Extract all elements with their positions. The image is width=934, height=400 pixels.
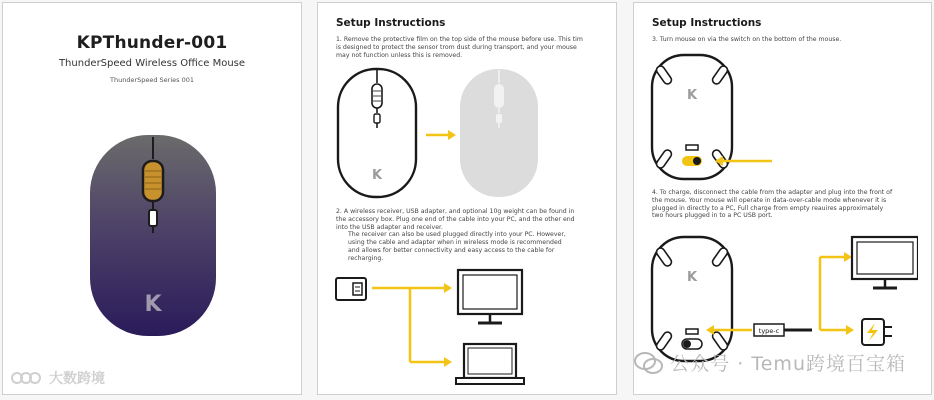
- corner-watermark-text: 大数跨境: [49, 371, 105, 387]
- setup-page-2: [633, 2, 932, 395]
- product-subtitle: ThunderSpeed Wireless Office Mouse: [58, 58, 246, 69]
- product-series: ThunderSpeed Series 001: [109, 76, 195, 84]
- section-heading: Setup Instructions: [652, 17, 762, 29]
- watermark-text: 公众号 · Temu跨境百宝箱: [670, 353, 906, 375]
- product-title: KPThunder-001: [76, 33, 228, 53]
- receiver-connection-diagram: [332, 268, 602, 388]
- wechat-icon: [634, 351, 664, 375]
- step4-text: 4. To charge, disconnect the cable from the adapter and plug into the front of the mouse. Your mouse will operate in data-over-cable mode whenever it is plugged in directly to a PC, Full charge from empty reauires approximately two hours plugged in to a PC USB port.: [652, 189, 893, 220]
- dpi-button: [149, 210, 157, 226]
- power-switch-illustration: [648, 53, 918, 183]
- mouse-illustration: [88, 133, 218, 338]
- cover-page: [2, 2, 302, 395]
- setup-page-1: [317, 2, 617, 395]
- corner-watermark: [11, 368, 105, 388]
- step2-text: 2. A wireless receiver, USB adapter, and optional 10g weight can be found in the accessory box. Plug one end of the cable into your PC, and the other end into the USB adapter and receiver. The receiver can also be used plugged directly into your PC. However, using the cable and adapter when in wireless mode is recommended and allows for better connectivity and easy access to the cable for recharging.: [336, 208, 575, 262]
- logo-k: K: [144, 292, 162, 317]
- film-removal-illustration: [332, 65, 602, 205]
- watermark-logo-icon: [11, 370, 45, 386]
- cable-label: type-c: [758, 327, 780, 335]
- step1-text: 1. Remove the protective film on the top side of the mouse before use. This tim is designed to protect the sensor trom dust during transport, and your mouse may not function unless this is removed.: [336, 36, 583, 59]
- step3-text: 3. Turn mouse on via the switch on the bottom of the mouse.: [652, 36, 842, 43]
- section-heading: Setup Instructions: [336, 17, 446, 29]
- svg-text:K: K: [686, 88, 698, 103]
- svg-text:K: K: [371, 168, 383, 183]
- scroll-wheel: [143, 161, 163, 201]
- wechat-watermark: [634, 349, 906, 376]
- svg-text:K: K: [686, 270, 698, 285]
